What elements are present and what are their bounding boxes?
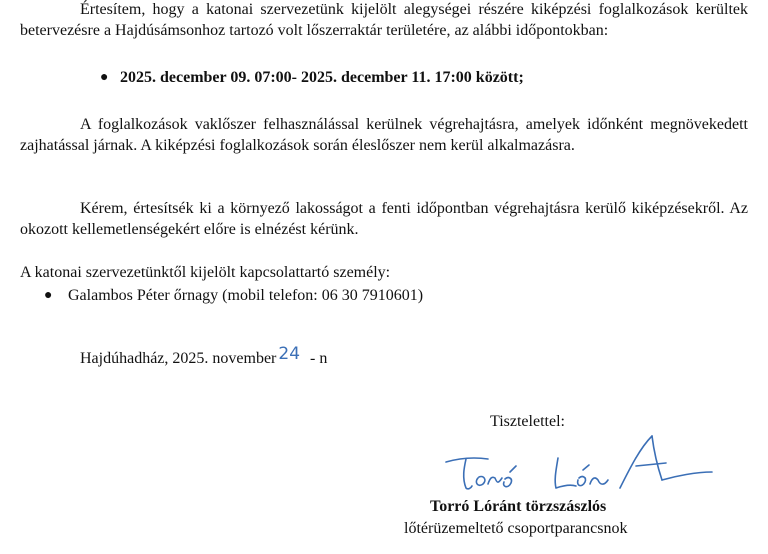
place-date-suffix: - n [310,350,328,367]
paragraph-request-text: Kérem, értesítsék ki a környező lakosságot a fenti időpontban végrehajtásra kerülő kiképzésekről. Az okozott kellemetlenségekért előre is elnézést kérünk. [20,200,748,238]
contact-item: Galambos Péter őrnagy (mobil telefon: 06 30 7910601) [68,287,424,304]
signer-name: Torró Lóránt törzszászlós [430,498,607,515]
closing: Tisztelettel: [490,413,565,430]
place-date-day: 24 [278,344,301,364]
paragraph-blank-ammo-text: A foglalkozások vaklőszer felhasználással kerülnek végrehajtásra, amelyek időnként megnövekedett zajhatással járnak. A kiképzési foglalkozások során éleslőszer nem kerül alkalmazásra. [20,116,748,154]
signature-image [440,428,730,500]
paragraph-notice-text: Értesítem, hogy a katonai szervezetünk kijelölt alegységei részére kiképzési foglalkozások kerültek betervezésre a Hajdúsámsonhoz tartozó volt lőszerraktár területére, az alábbi időpontokban: [20,1,748,39]
bullet-dot-contact: ● [44,288,53,303]
date-range: 2025. december 09. 07:00- 2025. december 11. 17:00 között; [120,69,524,86]
place-date-prefix: Hajdúhadház, 2025. november [80,350,277,367]
signer-title: lőtérüzemeltető csoportparancsnok [404,520,628,537]
contact-intro: A katonai szervezetünktől kijelölt kapcsolattartó személy: [20,264,391,281]
place-date [80,344,328,369]
paragraph-blank-ammo [20,115,748,156]
bullet-dot-date: ● [100,70,109,85]
paragraph-request [20,199,748,240]
paragraph-notice [20,0,748,41]
